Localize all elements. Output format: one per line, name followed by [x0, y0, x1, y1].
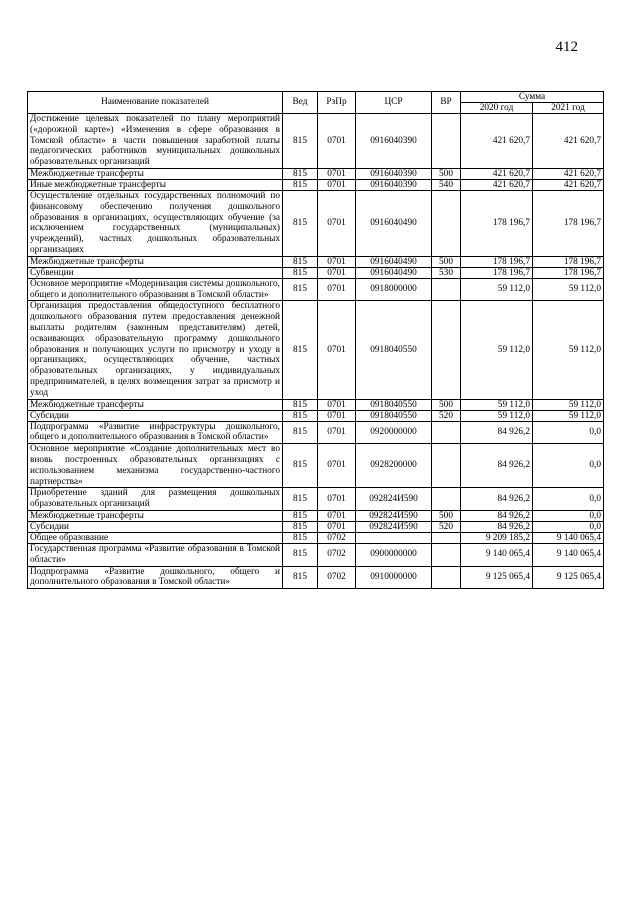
row-sum-2021: 0,0 — [533, 510, 604, 521]
row-csr: 0900000000 — [356, 543, 432, 566]
row-name: Государственная программа «Развитие образования в Томской области» — [28, 543, 283, 566]
row-rzpr: 0701 — [318, 421, 356, 444]
row-ved: 815 — [283, 510, 318, 521]
table-row — [28, 521, 604, 532]
row-ved: 815 — [283, 566, 318, 589]
table-row — [28, 444, 604, 488]
row-sum-2021: 0,0 — [533, 488, 604, 511]
row-csr: 0920000000 — [356, 421, 432, 444]
budget-table — [27, 91, 604, 589]
row-csr: 0918040550 — [356, 301, 432, 399]
header-sum: Сумма — [461, 92, 604, 103]
row-rzpr: 0702 — [318, 543, 356, 566]
header-name: Наименование показателей — [28, 92, 283, 114]
row-rzpr: 0701 — [318, 399, 356, 410]
table-row — [28, 168, 604, 179]
row-sum-2021: 9 140 065,4 — [533, 543, 604, 566]
row-ved: 815 — [283, 444, 318, 488]
row-sum-2020: 9 209 185,2 — [461, 532, 533, 543]
row-sum-2021: 9 125 065,4 — [533, 566, 604, 589]
row-csr: 092824И590 — [356, 521, 432, 532]
row-rzpr: 0701 — [318, 190, 356, 256]
row-vr: 530 — [432, 267, 461, 278]
row-csr: 092824И590 — [356, 488, 432, 511]
row-name: Субвенции — [28, 267, 283, 278]
row-vr: 540 — [432, 179, 461, 190]
row-sum-2020: 59 112,0 — [461, 399, 533, 410]
row-sum-2020: 421 620,7 — [461, 114, 533, 169]
table-body — [28, 114, 604, 589]
row-sum-2021: 421 620,7 — [533, 114, 604, 169]
row-vr — [432, 114, 461, 169]
row-vr — [432, 421, 461, 444]
row-vr: 500 — [432, 510, 461, 521]
row-rzpr: 0701 — [318, 301, 356, 399]
row-sum-2020: 84 926,2 — [461, 421, 533, 444]
row-sum-2020: 9 125 065,4 — [461, 566, 533, 589]
row-sum-2020: 9 140 065,4 — [461, 543, 533, 566]
row-ved: 815 — [283, 179, 318, 190]
row-csr: 092824И590 — [356, 510, 432, 521]
row-sum-2021: 421 620,7 — [533, 168, 604, 179]
row-vr — [432, 566, 461, 589]
row-rzpr: 0701 — [318, 444, 356, 488]
row-sum-2021: 9 140 065,4 — [533, 532, 604, 543]
row-ved: 815 — [283, 190, 318, 256]
row-csr: 0916040490 — [356, 190, 432, 256]
row-rzpr: 0702 — [318, 532, 356, 543]
row-rzpr: 0701 — [318, 521, 356, 532]
row-sum-2021: 59 112,0 — [533, 278, 604, 301]
table-row — [28, 399, 604, 410]
row-ved: 815 — [283, 267, 318, 278]
row-rzpr: 0701 — [318, 510, 356, 521]
row-sum-2020: 178 196,7 — [461, 256, 533, 267]
row-name: Основное мероприятие «Модернизация системы дошкольного, общего и дополнительного образования в Томской области» — [28, 278, 283, 301]
row-name: Межбюджетные трансферты — [28, 168, 283, 179]
row-name: Межбюджетные трансферты — [28, 399, 283, 410]
row-csr: 0918040550 — [356, 399, 432, 410]
row-sum-2020: 178 196,7 — [461, 190, 533, 256]
row-sum-2020: 84 926,2 — [461, 510, 533, 521]
table-row — [28, 543, 604, 566]
table-row — [28, 566, 604, 589]
row-ved: 815 — [283, 301, 318, 399]
row-ved: 815 — [283, 421, 318, 444]
row-rzpr: 0701 — [318, 278, 356, 301]
row-csr: 0916040390 — [356, 168, 432, 179]
table-row — [28, 488, 604, 511]
row-sum-2020: 421 620,7 — [461, 168, 533, 179]
row-vr — [432, 488, 461, 511]
row-csr: 0916040390 — [356, 179, 432, 190]
row-csr: 0928200000 — [356, 444, 432, 488]
row-vr — [432, 190, 461, 256]
row-ved: 815 — [283, 278, 318, 301]
header-year-2021: 2021 год — [533, 103, 604, 114]
row-rzpr: 0701 — [318, 256, 356, 267]
row-rzpr: 0701 — [318, 267, 356, 278]
row-sum-2020: 421 620,7 — [461, 179, 533, 190]
row-vr: 520 — [432, 521, 461, 532]
table-row — [28, 421, 604, 444]
row-name: Достижение целевых показателей по плану мероприятий («дорожной карте») «Изменения в сфере образования в Томской области» в части повышения заработной платы педагогических работников муниципальных дошкольных образовательных организаций — [28, 114, 283, 169]
row-name: Подпрограмма «Развитие инфраструктуры дошкольного, общего и дополнительного образования в Томской области» — [28, 421, 283, 444]
table-row — [28, 410, 604, 421]
row-vr — [432, 301, 461, 399]
row-sum-2021: 59 112,0 — [533, 301, 604, 399]
row-sum-2021: 178 196,7 — [533, 267, 604, 278]
row-csr: 0916040390 — [356, 114, 432, 169]
row-ved: 815 — [283, 410, 318, 421]
header-year-2020: 2020 год — [461, 103, 533, 114]
row-vr — [432, 543, 461, 566]
row-sum-2021: 0,0 — [533, 444, 604, 488]
table-row — [28, 114, 604, 169]
row-csr: 0918000000 — [356, 278, 432, 301]
row-name: Основное мероприятие «Создание дополнительных мест во вновь построенных образовательных организациях с использованием механизма государственно-частного партнерства» — [28, 444, 283, 488]
row-vr: 500 — [432, 256, 461, 267]
row-vr: 500 — [432, 168, 461, 179]
row-ved: 815 — [283, 521, 318, 532]
row-sum-2021: 421 620,7 — [533, 179, 604, 190]
row-name: Подпрограмма «Развитие дошкольного, общего и дополнительного образования в Томской области» — [28, 566, 283, 589]
table-row — [28, 532, 604, 543]
row-name: Иные межбюджетные трансферты — [28, 179, 283, 190]
table-row — [28, 256, 604, 267]
row-csr: 0916040490 — [356, 267, 432, 278]
row-sum-2021: 0,0 — [533, 421, 604, 444]
row-ved: 815 — [283, 399, 318, 410]
header-rzpr: РзПр — [318, 92, 356, 114]
row-rzpr: 0701 — [318, 179, 356, 190]
row-ved: 815 — [283, 168, 318, 179]
row-sum-2020: 84 926,2 — [461, 444, 533, 488]
row-name: Межбюджетные трансферты — [28, 256, 283, 267]
row-sum-2020: 59 112,0 — [461, 301, 533, 399]
row-csr: 0918040550 — [356, 410, 432, 421]
row-ved: 815 — [283, 543, 318, 566]
row-csr — [356, 532, 432, 543]
row-name: Организация предоставления общедоступного бесплатного дошкольного образования путем предоставления денежной выплаты родителям (законным представителям) детей, осваивающих образовательную программу дошкольного образования и получающих услуги по присмотру и уходу в организациях, осуществляющих обучение, частных образовательных организациях, у индивидуальных предпринимателей, в целях возмещения затрат за присмотр и уход — [28, 301, 283, 399]
row-name: Субсидии — [28, 410, 283, 421]
table-row — [28, 190, 604, 256]
header-ved: Вед — [283, 92, 318, 114]
table-header — [28, 92, 604, 114]
row-rzpr: 0701 — [318, 410, 356, 421]
row-sum-2021: 59 112,0 — [533, 410, 604, 421]
row-rzpr: 0702 — [318, 566, 356, 589]
row-sum-2020: 59 112,0 — [461, 278, 533, 301]
row-sum-2020: 84 926,2 — [461, 488, 533, 511]
row-csr: 0910000000 — [356, 566, 432, 589]
row-sum-2021: 59 112,0 — [533, 399, 604, 410]
row-sum-2020: 84 926,2 — [461, 521, 533, 532]
row-vr: 520 — [432, 410, 461, 421]
row-sum-2021: 178 196,7 — [533, 190, 604, 256]
row-rzpr: 0701 — [318, 488, 356, 511]
table-row — [28, 267, 604, 278]
row-ved: 815 — [283, 488, 318, 511]
table-row — [28, 510, 604, 521]
row-name: Приобретение зданий для размещения дошкольных образовательных организаций — [28, 488, 283, 511]
header-csr: ЦСР — [356, 92, 432, 114]
row-vr — [432, 532, 461, 543]
row-vr: 500 — [432, 399, 461, 410]
row-ved: 815 — [283, 256, 318, 267]
header-vr: ВР — [432, 92, 461, 114]
row-sum-2021: 0,0 — [533, 521, 604, 532]
row-rzpr: 0701 — [318, 168, 356, 179]
row-csr: 0916040490 — [356, 256, 432, 267]
row-sum-2020: 178 196,7 — [461, 267, 533, 278]
row-ved: 815 — [283, 114, 318, 169]
row-name: Осуществление отдельных государственных полномочий по финансовому обеспечению получения дошкольного образования в организациях, осуществляющих обучение (за исключением государственных (муниципальных) учреждений), частных дошкольных образовательных организациях — [28, 190, 283, 256]
row-sum-2020: 59 112,0 — [461, 410, 533, 421]
row-rzpr: 0701 — [318, 114, 356, 169]
row-name: Межбюджетные трансферты — [28, 510, 283, 521]
table-row — [28, 179, 604, 190]
row-vr — [432, 444, 461, 488]
page-number: 412 — [555, 39, 578, 55]
table-row — [28, 301, 604, 399]
table-row — [28, 278, 604, 301]
row-name: Субсидии — [28, 521, 283, 532]
row-name: Общее образование — [28, 532, 283, 543]
row-vr — [432, 278, 461, 301]
row-sum-2021: 178 196,7 — [533, 256, 604, 267]
row-ved: 815 — [283, 532, 318, 543]
